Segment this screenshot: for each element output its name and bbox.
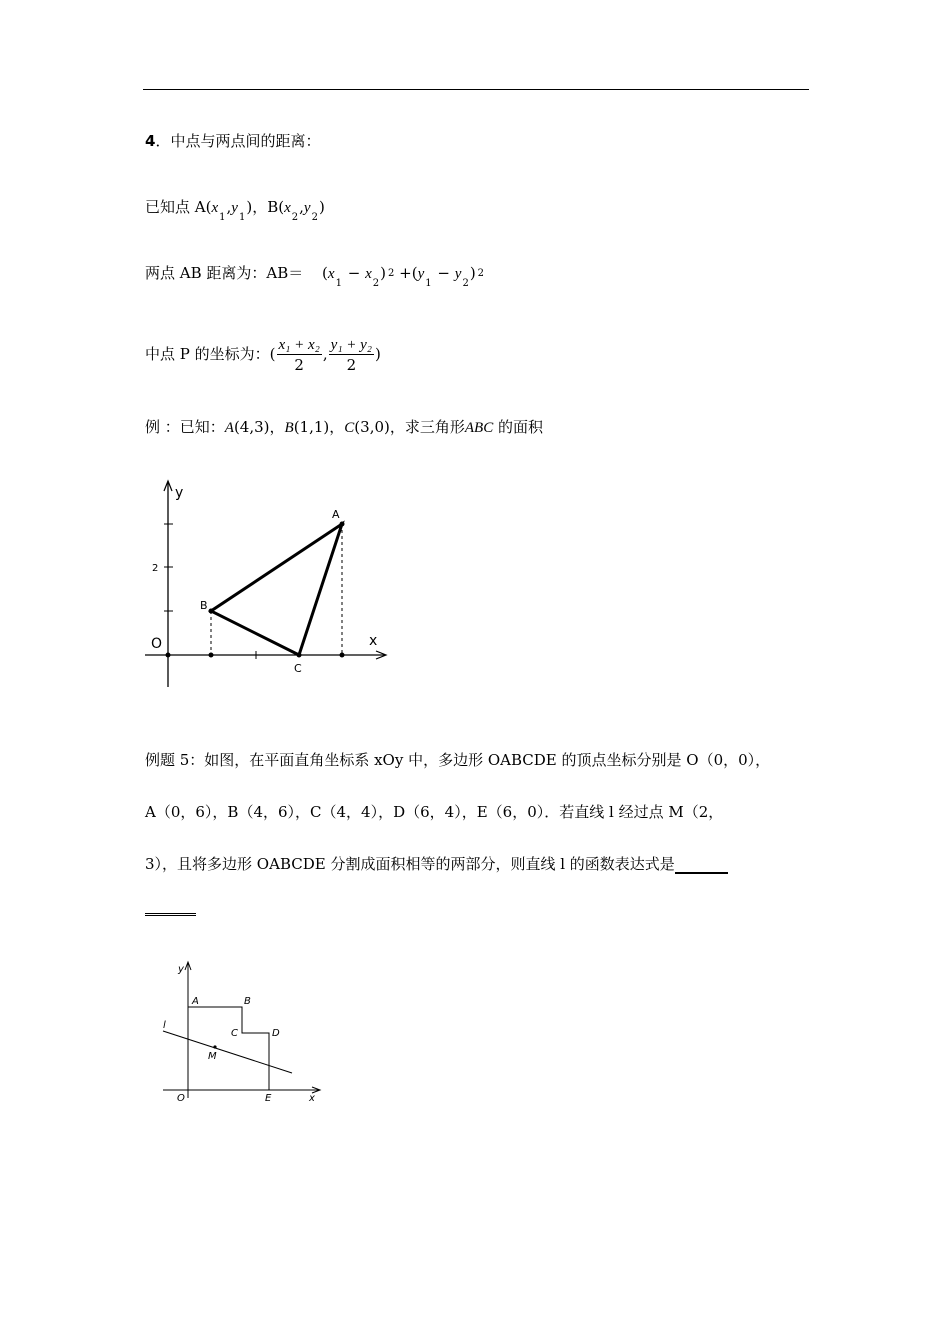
vertex-C — [297, 653, 302, 658]
example-suffix-1: ，求三角形 — [389, 418, 465, 436]
fraction-y-numerator: y₁ + y₂ — [330, 336, 373, 353]
triangle-name: ABC — [464, 420, 494, 436]
fraction-x — [277, 336, 322, 375]
polygon-OABCDE — [188, 1007, 269, 1090]
example-line — [145, 417, 543, 438]
by-var: y — [303, 200, 311, 216]
ax-var: x — [211, 200, 219, 216]
axis-label-y: y — [175, 485, 184, 501]
section-number: 4 — [145, 132, 156, 150]
sub-1: 1 — [425, 278, 432, 289]
point-B-coord: (1,1) — [293, 418, 330, 436]
var-y: y — [454, 266, 462, 282]
label-l: l — [163, 1020, 166, 1031]
section-heading — [145, 131, 320, 151]
point-A: A — [224, 420, 234, 436]
separator: ， — [329, 418, 345, 436]
axis-label-y: y — [178, 964, 184, 975]
ay-var: y — [231, 200, 238, 216]
point-M — [213, 1045, 216, 1048]
vertex-B — [209, 609, 214, 614]
sub-1: 1 — [335, 278, 342, 289]
known-points-prefix: 已知点 A — [145, 198, 206, 216]
label-A: A — [332, 508, 340, 521]
label-C: C — [294, 662, 302, 675]
label-B: B — [200, 599, 208, 612]
fraction-y — [329, 336, 374, 375]
minus-sign: − — [437, 264, 450, 282]
polygon-figure — [155, 958, 330, 1108]
known-points-line: 已知点 $A(x_1,y_1)$，$B(x_2,y_2)$ — [145, 198, 325, 223]
label-C: C — [231, 1028, 238, 1039]
section-title: ．中点与两点间的距离： — [155, 132, 321, 150]
vertex-A — [340, 522, 345, 527]
var-x: x — [365, 266, 372, 282]
axis-label-x: x — [309, 1093, 315, 1104]
x-point-1 — [209, 653, 214, 658]
origin-label: O — [177, 1093, 185, 1104]
fraction-x-numerator: x₁ + x₂ — [278, 336, 320, 353]
problem5-line1: 例题 5：如图，在平面直角坐标系 xOy 中，多边形 OABCDE 的顶点坐标分别是 O（0，0）， — [145, 751, 771, 769]
point-C-coord: (3,0) — [354, 418, 390, 436]
origin-point — [166, 653, 171, 658]
comma: , — [226, 198, 232, 216]
fraction-y-denominator: 2 — [346, 355, 357, 374]
var-x: x — [327, 266, 335, 282]
example-suffix-2: 的面积 — [493, 418, 543, 436]
ay-sub: 1 — [238, 212, 246, 223]
triangle-figure — [140, 475, 400, 695]
axis-label-x: x — [369, 633, 378, 649]
bx-var: x — [284, 200, 291, 216]
minus-sign: − — [347, 264, 361, 282]
x-point-4 — [340, 653, 345, 658]
known-sep: ，B — [252, 198, 279, 216]
example-prefix: 例 ：已知： — [145, 418, 225, 436]
by-sub: 2 — [311, 212, 318, 223]
point-A-coord: (4,3) — [233, 418, 270, 436]
problem5-line3-text: 3），且将多边形 OABCDE 分割成面积相等的两部分，则直线 l 的函数表达式是 — [145, 855, 675, 873]
ax-sub: 1 — [219, 212, 226, 223]
plus-sign: + — [399, 264, 412, 282]
label-B: B — [244, 996, 251, 1007]
answer-blank[interactable] — [675, 858, 728, 874]
point-B: B — [284, 420, 294, 436]
distance-formula: $(x_1 - x_2)$ $2 +(y_1 - y_2)$ 2 — [322, 264, 485, 289]
distance-prefix: 两点 AB 距离为：AB＝ — [145, 264, 304, 282]
triangle-ABC — [211, 524, 342, 655]
tick-label-2: 2 — [152, 563, 159, 574]
label-E: E — [265, 1093, 272, 1104]
header-rule — [143, 89, 809, 90]
midpoint-prefix: 中点 P 的坐标为： — [145, 345, 270, 363]
problem5-line2: A（0，6），B（4，6），C（4，4），D（6，4），E（6，0）．若直线 l 经过点 M（2， — [145, 803, 724, 821]
label-A: A — [192, 996, 199, 1007]
square: 2 — [387, 268, 395, 279]
point-C: C — [344, 420, 355, 436]
square: 2 — [477, 268, 485, 279]
label-M: M — [208, 1051, 217, 1062]
label-D: D — [272, 1028, 280, 1039]
sub-2: 2 — [462, 278, 469, 289]
separator: ， — [269, 418, 285, 436]
fraction-x-denominator: 2 — [294, 355, 304, 374]
midpoint-line: 中点 P 的坐标为：( $\frac{\text{x₁ + x₂}}{2}$ , $\frac{\text{y₁ + y₂}}{2}$ ) — [145, 336, 381, 374]
bx-sub: 2 — [291, 212, 299, 223]
answer-blank-continuation — [145, 913, 196, 916]
origin-label: O — [151, 636, 163, 652]
distance-line — [145, 263, 485, 289]
sub-2: 2 — [372, 278, 380, 289]
var-y: y — [417, 266, 425, 282]
problem5-line3 — [145, 854, 728, 874]
